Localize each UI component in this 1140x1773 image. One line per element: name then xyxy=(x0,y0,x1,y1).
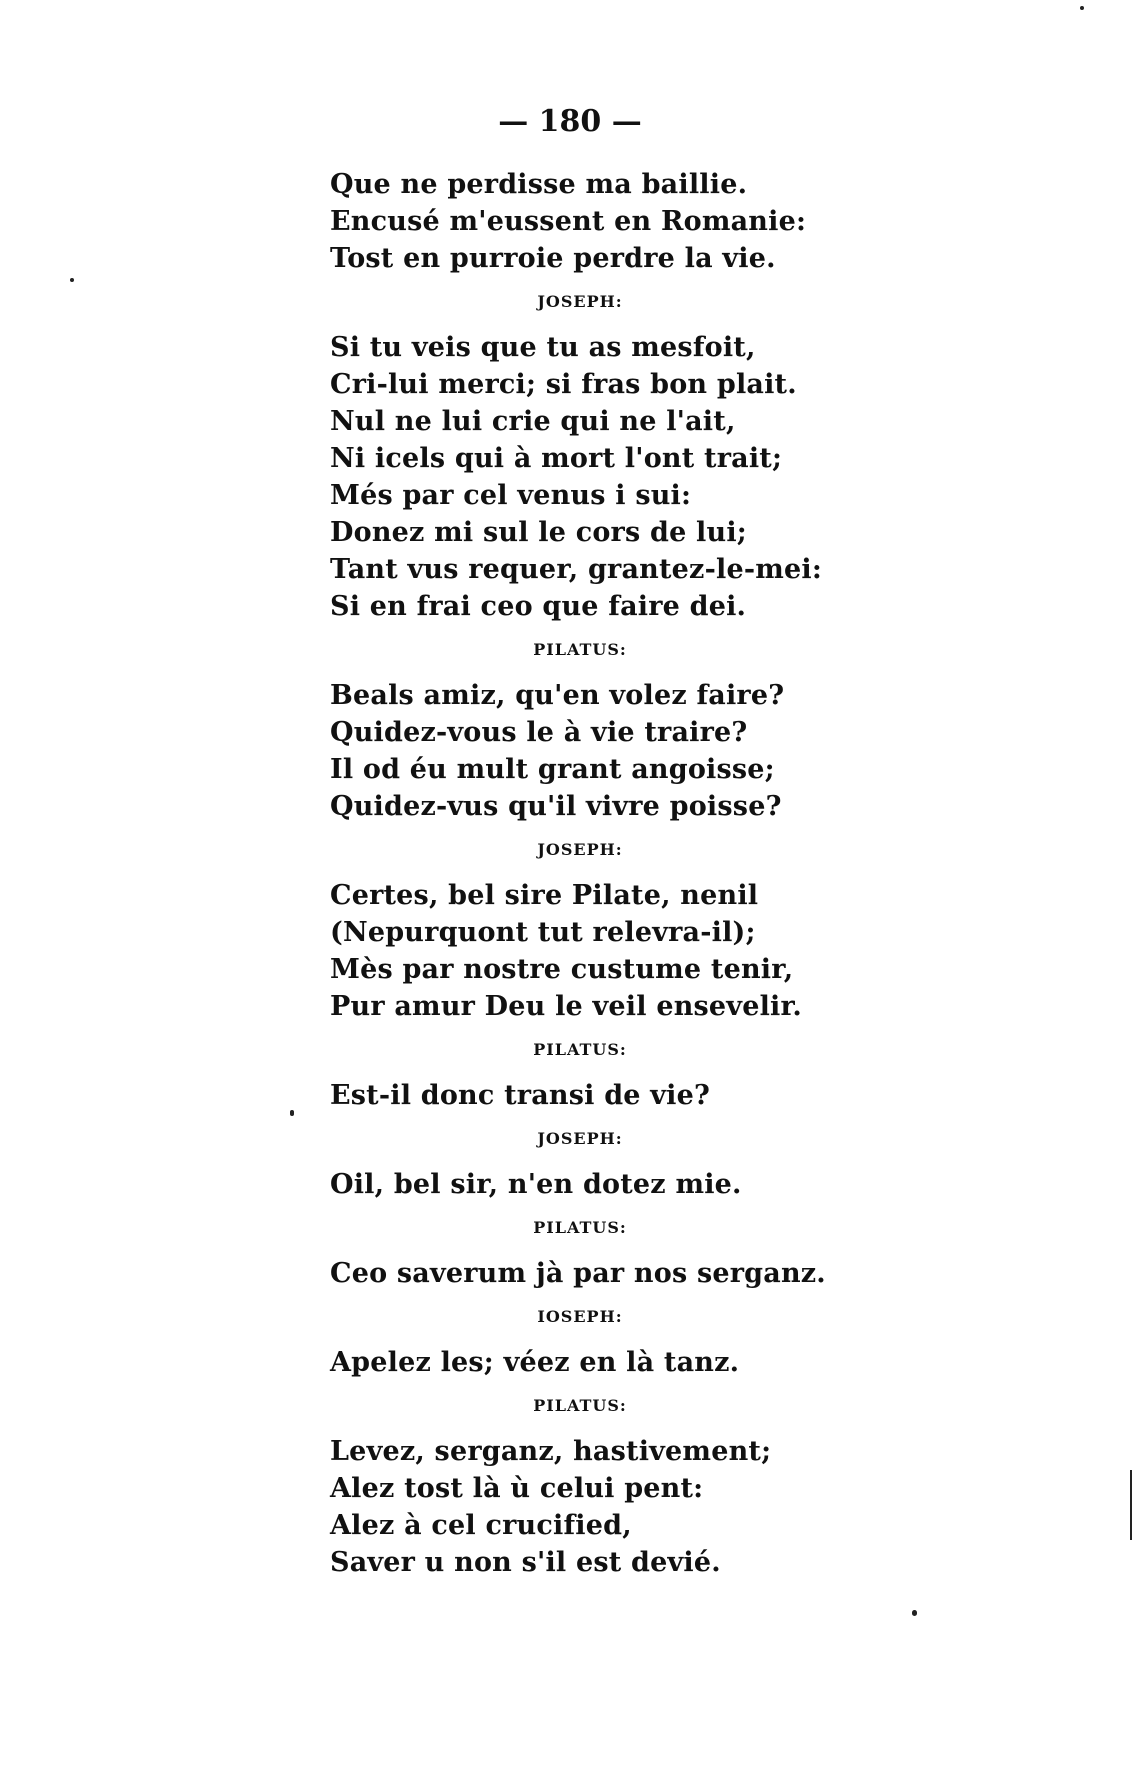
verse-line: Quidez-vous le à vie traire? xyxy=(330,717,748,748)
verse-line: Tost en purroie perdre la vie. xyxy=(330,243,776,274)
page-number: — 180 — xyxy=(498,104,642,139)
verse-line: Que ne perdisse ma baillie. xyxy=(330,169,748,200)
verse-line: Ni icels qui à mort l'ont trait; xyxy=(330,443,783,474)
speaker-label: JOSEPH: xyxy=(537,292,623,311)
speaker-label: JOSEPH: xyxy=(537,840,623,859)
verse-line: Tant vus requer, grantez-le-mei: xyxy=(330,554,823,585)
verse-line: Mès par nostre custume tenir, xyxy=(330,954,794,985)
verse-line: Nul ne lui crie qui ne l'ait, xyxy=(330,406,736,437)
verse-line: Est-il donc transi de vie? xyxy=(330,1080,711,1111)
verse-line: Quidez-vus qu'il vivre poisse? xyxy=(330,791,782,822)
verse-line: Apelez les; véez en là tanz. xyxy=(330,1347,740,1378)
verse-line: Oil, bel sir, n'en dotez mie. xyxy=(330,1169,742,1200)
verse-line: Si tu veis que tu as mesfoit, xyxy=(330,332,756,363)
verse-block xyxy=(330,291,823,625)
verse-block xyxy=(330,1217,826,1292)
speaker-label: JOSEPH: xyxy=(537,1129,623,1148)
verse-line: Encusé m'eussent en Romanie: xyxy=(330,206,807,237)
speaker-label: PILATUS: xyxy=(533,1040,627,1059)
verse-line: Saver u non s'il est devié. xyxy=(330,1547,721,1578)
verse-block xyxy=(330,839,803,1025)
verse-line: Levez, serganz, hastivement; xyxy=(330,1436,772,1467)
scan-edge-line xyxy=(1130,1470,1132,1540)
scan-speck xyxy=(912,1610,917,1616)
speaker-label: PILATUS: xyxy=(533,1396,627,1415)
verse-block xyxy=(330,1395,800,1581)
verse-line: Si en frai ceo que faire dei. xyxy=(330,591,747,622)
verse-line: Certes, bel sire Pilate, nenil xyxy=(330,880,759,911)
speaker-label: PILATUS: xyxy=(533,1218,627,1237)
verse-block xyxy=(330,1039,800,1114)
speaker-label: PILATUS: xyxy=(533,640,627,659)
scan-speck xyxy=(1080,6,1084,10)
verse-line: Més par cel venus i sui: xyxy=(330,480,692,511)
verse-line: Alez tost là ù celui pent: xyxy=(330,1473,704,1504)
verse-line: (Nepurquont tut relevra-il); xyxy=(330,917,756,948)
verse-block xyxy=(330,166,807,277)
verse-block xyxy=(330,1128,800,1203)
verse-line: Alez à cel crucified, xyxy=(330,1510,632,1541)
speaker-label: IOSEPH: xyxy=(537,1307,623,1326)
verse-block xyxy=(330,639,800,825)
verse-line: Il od éu mult grant angoisse; xyxy=(330,754,775,785)
verse-line: Cri-lui merci; si fras bon plait. xyxy=(330,369,797,400)
text-column xyxy=(330,166,826,1581)
scan-speck xyxy=(290,1110,294,1116)
verse-block xyxy=(330,1306,800,1381)
verse-line: Beals amiz, qu'en volez faire? xyxy=(330,680,785,711)
verse-line: Donez mi sul le cors de lui; xyxy=(330,517,747,548)
verse-line: Pur amur Deu le veil ensevelir. xyxy=(330,991,803,1022)
scan-speck xyxy=(70,278,74,282)
verse-line: Ceo saverum jà par nos serganz. xyxy=(330,1258,826,1289)
